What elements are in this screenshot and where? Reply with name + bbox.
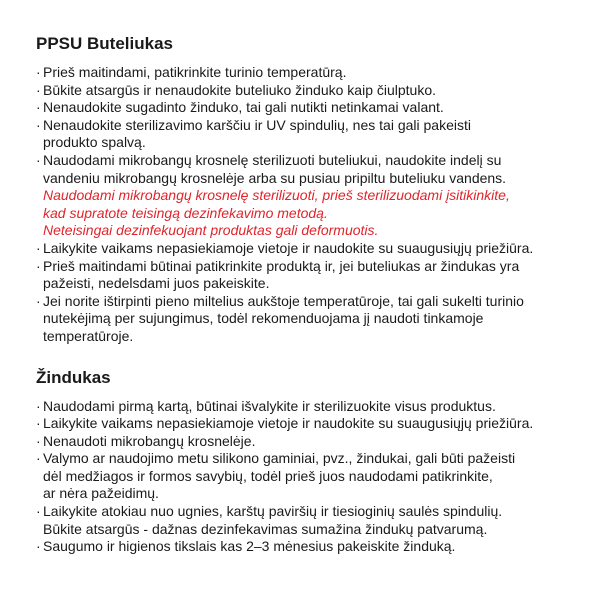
bullet-dot-icon: · bbox=[36, 503, 41, 520]
list-item bbox=[36, 152, 576, 170]
bullet-dot-icon: · bbox=[36, 397, 41, 414]
list-item-text: Naudodami pirmą kartą, būtinai išvalykite ir sterilizuokite visus produktus. bbox=[43, 397, 496, 414]
list-item bbox=[36, 503, 576, 521]
bullet-dot-icon: · bbox=[36, 151, 41, 168]
list-item-continuation: Būkite atsargūs - dažnas dezinfekavimas sumažina žindukų patvarumą. bbox=[43, 520, 488, 537]
list-item bbox=[36, 258, 576, 276]
list-item-text: Nenaudokite sterilizavimo karščiu ir UV spindulių, nes tai gali pakeisti bbox=[43, 116, 471, 133]
bullet-dot-icon: · bbox=[36, 257, 41, 274]
bullet-dot-icon: · bbox=[36, 239, 41, 256]
bullet-dot-icon: · bbox=[36, 64, 41, 80]
document-page bbox=[36, 34, 576, 556]
bullet-dot-icon: · bbox=[36, 415, 41, 432]
bullet-dot-icon: · bbox=[36, 99, 41, 116]
list-item-text: Laikykite vaikams nepasiekiamoje vietoje ir naudokite su suaugusiųjų priežiūra. bbox=[43, 239, 534, 256]
list-item-continuation: produkto spalvą. bbox=[43, 134, 146, 151]
list-item-text: Valymo ar naudojimo metu silikono gaminiai, pvz., žindukai, gali būti pažeisti bbox=[43, 450, 516, 467]
bullet-dot-icon: · bbox=[36, 292, 41, 309]
bullet-dot-icon: · bbox=[36, 81, 41, 98]
list-item bbox=[36, 99, 576, 117]
list-item bbox=[36, 64, 576, 82]
list-item-text: Prieš maitindami būtinai patikrinkite produktą ir, jei buteliukas ar žindukas yra bbox=[43, 257, 520, 274]
list-item-continuation: nutekėjimą per sujungimus, todėl rekomenduojama jį naudoti tinkamoje bbox=[43, 310, 484, 327]
section-list-ppsu-buteliukas bbox=[36, 64, 576, 346]
list-item-continuation: ar nėra pažeidimų. bbox=[43, 485, 159, 502]
list-item-continuation: dėl medžiagos ir formos savybių, todėl prieš juos naudodami patikrinkite, bbox=[43, 467, 493, 484]
list-item-text: Nenaudoti mikrobangų krosnelėje. bbox=[43, 432, 256, 449]
list-item-text: Būkite atsargūs ir nenaudokite buteliuko žinduko kaip čiulptuko. bbox=[43, 81, 437, 98]
warning-text-line: kad supratote teisingą dezinfekavimo metodą. bbox=[43, 204, 328, 221]
list-item bbox=[36, 82, 576, 100]
list-item bbox=[36, 433, 576, 451]
bullet-dot-icon: · bbox=[36, 432, 41, 449]
list-item-continuation: temperatūroje. bbox=[43, 327, 134, 344]
list-item-text: Laikykite atokiau nuo ugnies, karštų paviršių ir tiesioginių saulės spindulių. bbox=[43, 503, 503, 520]
section-title-ppsu-buteliukas: PPSU Buteliukas bbox=[36, 34, 173, 53]
list-item-text: Saugumo ir higienos tikslais kas 2–3 mėnesius pakeiskite žinduką. bbox=[43, 538, 456, 555]
list-item-text: Jei norite ištirpinti pieno miltelius aukštoje temperatūroje, tai gali sukelti turinio bbox=[43, 292, 524, 309]
bullet-dot-icon: · bbox=[36, 538, 41, 555]
section-title-zindukas: Žindukas bbox=[36, 367, 111, 387]
bullet-dot-icon: · bbox=[36, 116, 41, 133]
list-item-text: Naudodami mikrobangų krosnelę sterilizuoti buteliukui, naudokite indelį su bbox=[43, 151, 502, 168]
section-list-zindukas bbox=[36, 398, 576, 556]
list-item bbox=[36, 117, 576, 135]
list-item-continuation: vandeniu mikrobangų krosnelėje arba su pusiau pripiltu buteliuku vandens. bbox=[43, 169, 507, 186]
list-item-text: Prieš maitindami, patikrinkite turinio temperatūrą. bbox=[43, 64, 347, 80]
list-item-text: Nenaudokite sugadinto žinduko, tai gali nutikti netinkamai valant. bbox=[43, 99, 444, 116]
bullet-dot-icon: · bbox=[36, 450, 41, 467]
list-item bbox=[36, 398, 576, 416]
warning-text-line: Neteisingai dezinfekuojant produktas gali deformuotis. bbox=[43, 222, 379, 239]
warning-text-line: Naudodami mikrobangų krosnelę sterilizuoti, prieš sterilizuodami įsitikinkite, bbox=[43, 187, 510, 204]
list-item bbox=[36, 538, 576, 556]
list-item bbox=[36, 240, 576, 258]
list-item bbox=[36, 293, 576, 311]
list-item bbox=[36, 450, 576, 468]
list-item-continuation: pažeisti, nedelsdami juos pakeiskite. bbox=[43, 275, 270, 292]
list-item bbox=[36, 415, 576, 433]
list-item-text: Laikykite vaikams nepasiekiamoje vietoje ir naudokite su suaugusiųjų priežiūra. bbox=[43, 415, 534, 432]
